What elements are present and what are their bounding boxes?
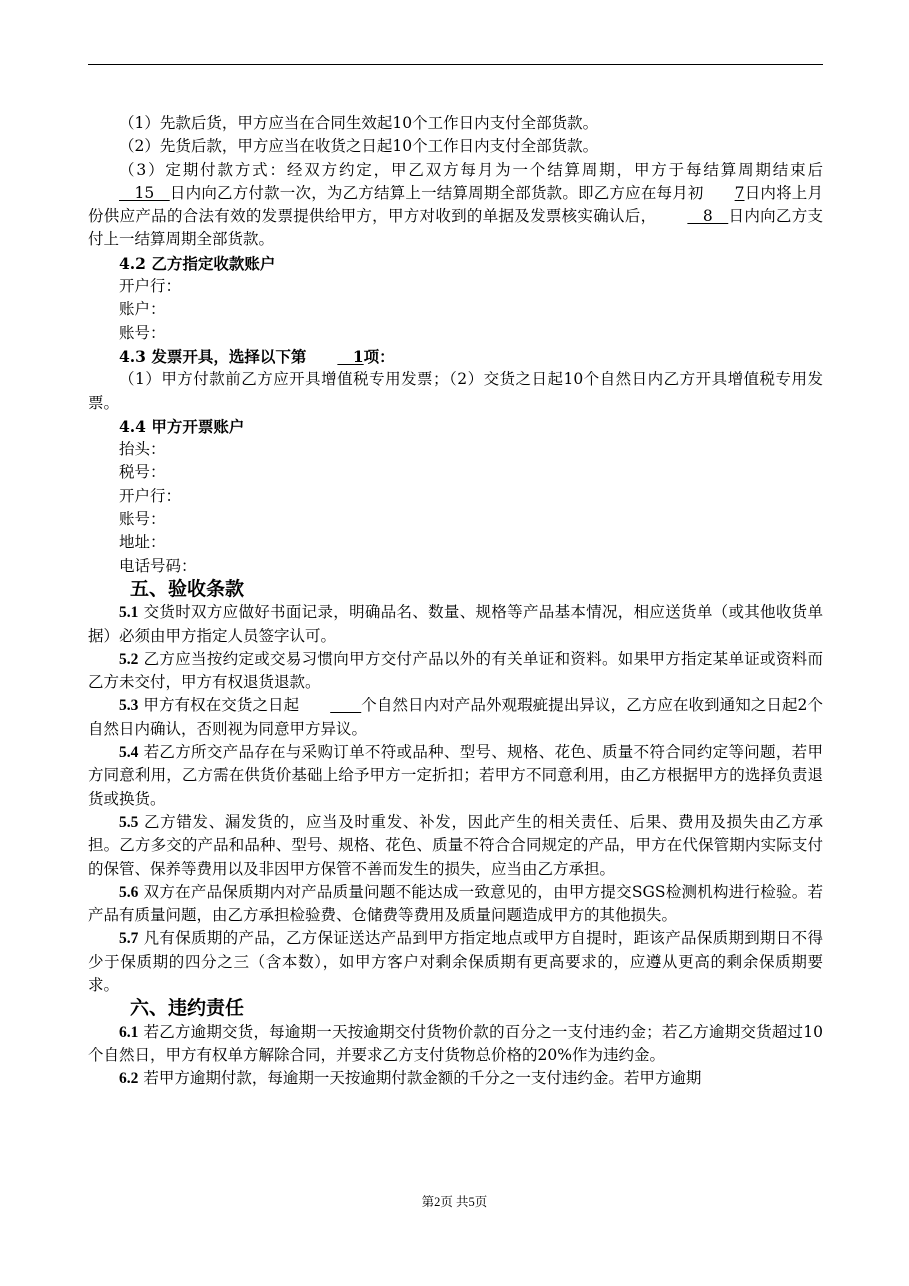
clause-prepay: （1）先款后货，甲方应当在合同生效起10个工作日内支付全部货款。 — [119, 114, 599, 132]
field-address: 地址： — [119, 533, 166, 552]
field-bank: 开户行： — [119, 277, 182, 296]
field-invoice-account: 账号： — [119, 510, 166, 529]
field-tax-number: 税号： — [119, 463, 166, 482]
section-4-3-title: 4.3 发票开具，选择以下第 1项： — [88, 345, 823, 368]
clause-6-1: 6.1 若乙方逾期交货，每逾期一天按逾期交付货物价款的百分之一支付违约金；若乙方逾期交货超过10个自然日，甲方有权单方解除合同，并要求乙方支付货物总价格的20%作为违约金。 — [88, 1022, 823, 1064]
clause-5-2: 5.2 乙方应当按约定或交易习惯向甲方交付产品以外的有关单证和资料。如果甲方指定某单证或资料而乙方未交付，甲方有权退货退款。 — [88, 649, 823, 692]
document-body — [88, 112, 823, 1090]
clause-5-7: 5.7 凡有保质期的产品，乙方保证送达产品到甲方指定地点或甲方自提时，距该产品保质期到期日不得少于保质期的四分之三（含本数），如甲方客户对剩余保质期有更高要求的，应遵从更高的剩余保质期要求。 — [88, 929, 823, 994]
header-rule — [88, 64, 823, 65]
blank-invoice-option: 1 — [337, 346, 364, 366]
section-4-4-title: 4.4 甲方开票账户 — [119, 416, 245, 436]
field-account-number: 账号： — [119, 323, 166, 342]
clause-5-6: 5.6 双方在产品保质期内对产品质量问题不能达成一致意见的，由甲方提交SGS检测机构进行检验。若产品有质量问题，由乙方承担检验费、仓储费等费用及质量问题造成甲方的其他损失。 — [88, 882, 823, 925]
clause-periodic-payment: （3）定期付款方式：经双方约定，甲乙双方每月为一个结算周期，甲方于每结算周期结束后 15 日内向乙方付款一次，为乙方结算上一结算周期全部货款。即乙方应在每月初 7日内将上月份供应产品的合法有效的发票提供给甲方，甲方对收到的单据及发票核实确认后， 8 日内向乙方支付上一结算周期全部货款。 — [88, 160, 823, 249]
section-4-3-text: （1）甲方付款前乙方应开具增值税专用发票；（2）交货之日起10个自然日内乙方开具增值税专用发票。 — [88, 370, 823, 412]
blank-pay-days: 8 — [687, 207, 729, 226]
clause-postpay: （2）先货后款，甲方应当在收货之日起10个工作日内支付全部货款。 — [119, 137, 599, 156]
page-footer: 第2页 共5页 — [421, 1195, 488, 1209]
clause-5-4: 5.4 若乙方所交产品存在与采购订单不符或品种、型号、规格、花色、质量不符合同约定等问题，若甲方同意利用，乙方需在供货价基础上给予甲方一定折扣；若甲方不同意利用，由乙方根据甲方的选择负责退货或换货。 — [88, 743, 823, 808]
blank-settlement-days: 15 — [119, 183, 170, 202]
blank-invoice-days: 7 — [734, 183, 745, 202]
field-invoice-title: 抬头： — [119, 440, 166, 459]
field-invoice-bank: 开户行： — [119, 486, 182, 505]
section-5-title: 五、验收条款 — [130, 577, 245, 600]
section-6-title: 六、违约责任 — [130, 997, 245, 1020]
field-account-name: 账户： — [119, 300, 166, 319]
clause-6-2: 6.2 若甲方逾期付款，每逾期一天按逾期付款金额的千分之一支付违约金。若甲方逾期 — [119, 1069, 702, 1088]
clause-5-5: 5.5 乙方错发、漏发货的，应当及时重发、补发，因此产生的相关责任、后果、费用及损失由乙方承担。乙方多交的产品和品种、型号、规格、花色、质量不符合合同规定的产品，甲方在代保管期内实际支付的保管、保养等费用以及非因甲方保管不善而发生的损失，应当由乙方承担。 — [88, 812, 823, 878]
section-4-2-title: 4.2 乙方指定收款账户 — [119, 253, 276, 273]
field-phone: 电话号码： — [119, 556, 197, 575]
clause-5-3: 5.3 甲方有权在交货之日起 个自然日内对产品外观瑕疵提出异议，乙方应在收到通知之日起2个自然日内确认，否则视为同意甲方异议。 — [88, 696, 823, 738]
clause-5-1: 5.1 交货时双方应做好书面记录，明确品名、数量、规格等产品基本情况，相应送货单（或其他收货单据）必须由甲方指定人员签字认可。 — [88, 603, 823, 645]
blank-objection-days — [299, 694, 361, 717]
